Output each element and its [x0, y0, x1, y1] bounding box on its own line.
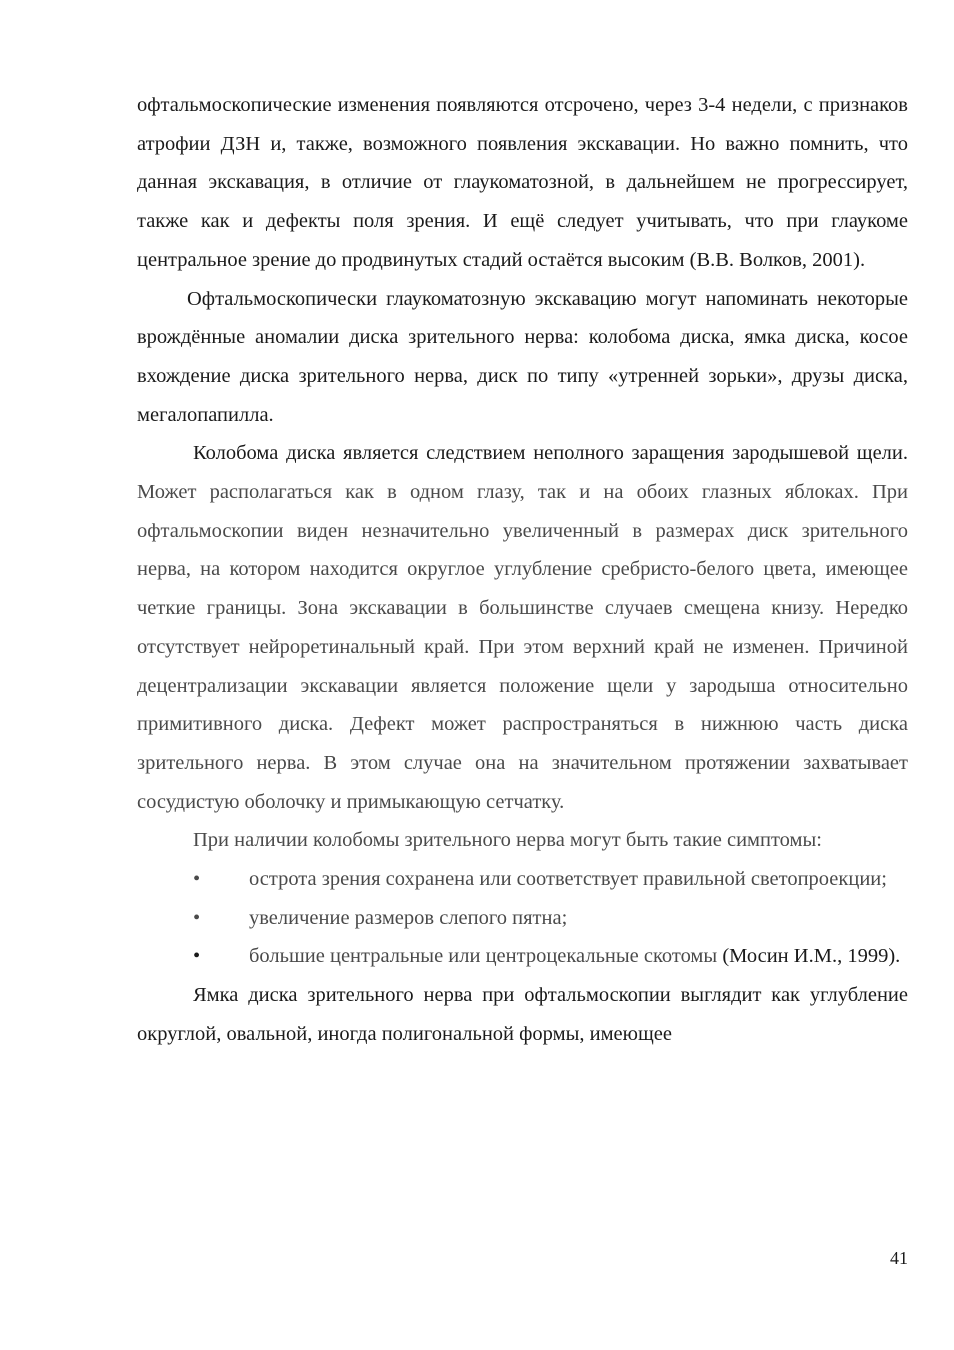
paragraph-1: офтальмоскопические изменения появляются отсрочено, через 3-4 недели, с признаков атрофии ДЗН и, также, возможного появления экскавации. Но важно помнить, что данная экскавация, в отличие от глаукоматозной, в дальнейшем не прогрессирует, также как и дефекты поля зрения. И ещё следует учитывать, что при глаукоме центральное зрение до продвинутых стадий остаётся высоким (В.В. Волков, 2001).: [137, 94, 908, 271]
bullet-item-3: [137, 937, 908, 976]
page-number: 41: [890, 1248, 908, 1268]
paragraph-5: Ямка диска зрительного нерва при офтальмоскопии выглядит как углубление округлой, овальной, иногда полигональной формы, имеющее: [137, 984, 908, 1045]
bullet-item-1-text: острота зрения сохранена или соответствует правильной светопроекции;: [249, 868, 887, 891]
body-text: [137, 86, 908, 1054]
paragraph-2: Офтальмоскопически глаукоматозную экскавацию могут напоминать некоторые врождённые аномалии диска зрительного нерва: колобома диска, ямка диска, косое вхождение диска зрительного нерва, диск по типу «утренней зорьки», друзы диска, мегалопапилла.: [137, 287, 908, 426]
paragraph-3-body: Может располагаться как в одном глазу, так и на обоих глазных яблоках. При офтальмоскопии виден незначительно увеличенный в размерах диск зрительного нерва, на котором находится округлое углубление сребристо-белого цвета, имеющее четкие границы. Зона экскавации в большинстве случаев смещена книзу. Нередко отсутствует нейроретинальный край. При этом верхний край не изменен. Причиной децентрализации экскавации является положение щели у зародыша относительно примитивного диска. Дефект может распространяться в нижнюю часть диска зрительного нерва. В этом случае она на значительном протяжении захватывает сосудистую оболочку и примыкающую сетчатку.: [137, 481, 908, 813]
bullet-dot-icon: •: [193, 906, 201, 929]
bullet-item-2: [137, 899, 908, 938]
bullet-item-3-text: большие центральные или центроцекальные скотомы: [249, 945, 723, 968]
bullet-dot-icon: •: [193, 945, 201, 968]
paragraph-3: [137, 434, 908, 821]
bullet-item-1: [137, 860, 908, 899]
bullet-dot-icon: •: [193, 868, 201, 891]
bullet-item-2-text: увеличение размеров слепого пятна;: [249, 906, 568, 929]
paragraph-4: При наличии колобомы зрительного нерва могут быть такие симптомы:: [193, 829, 822, 852]
bullet-item-3-citation: (Мосин И.М., 1999).: [722, 945, 901, 968]
paragraph-3-lead: Колобома диска является следствием неполного заращения зародышевой щели.: [193, 442, 908, 465]
